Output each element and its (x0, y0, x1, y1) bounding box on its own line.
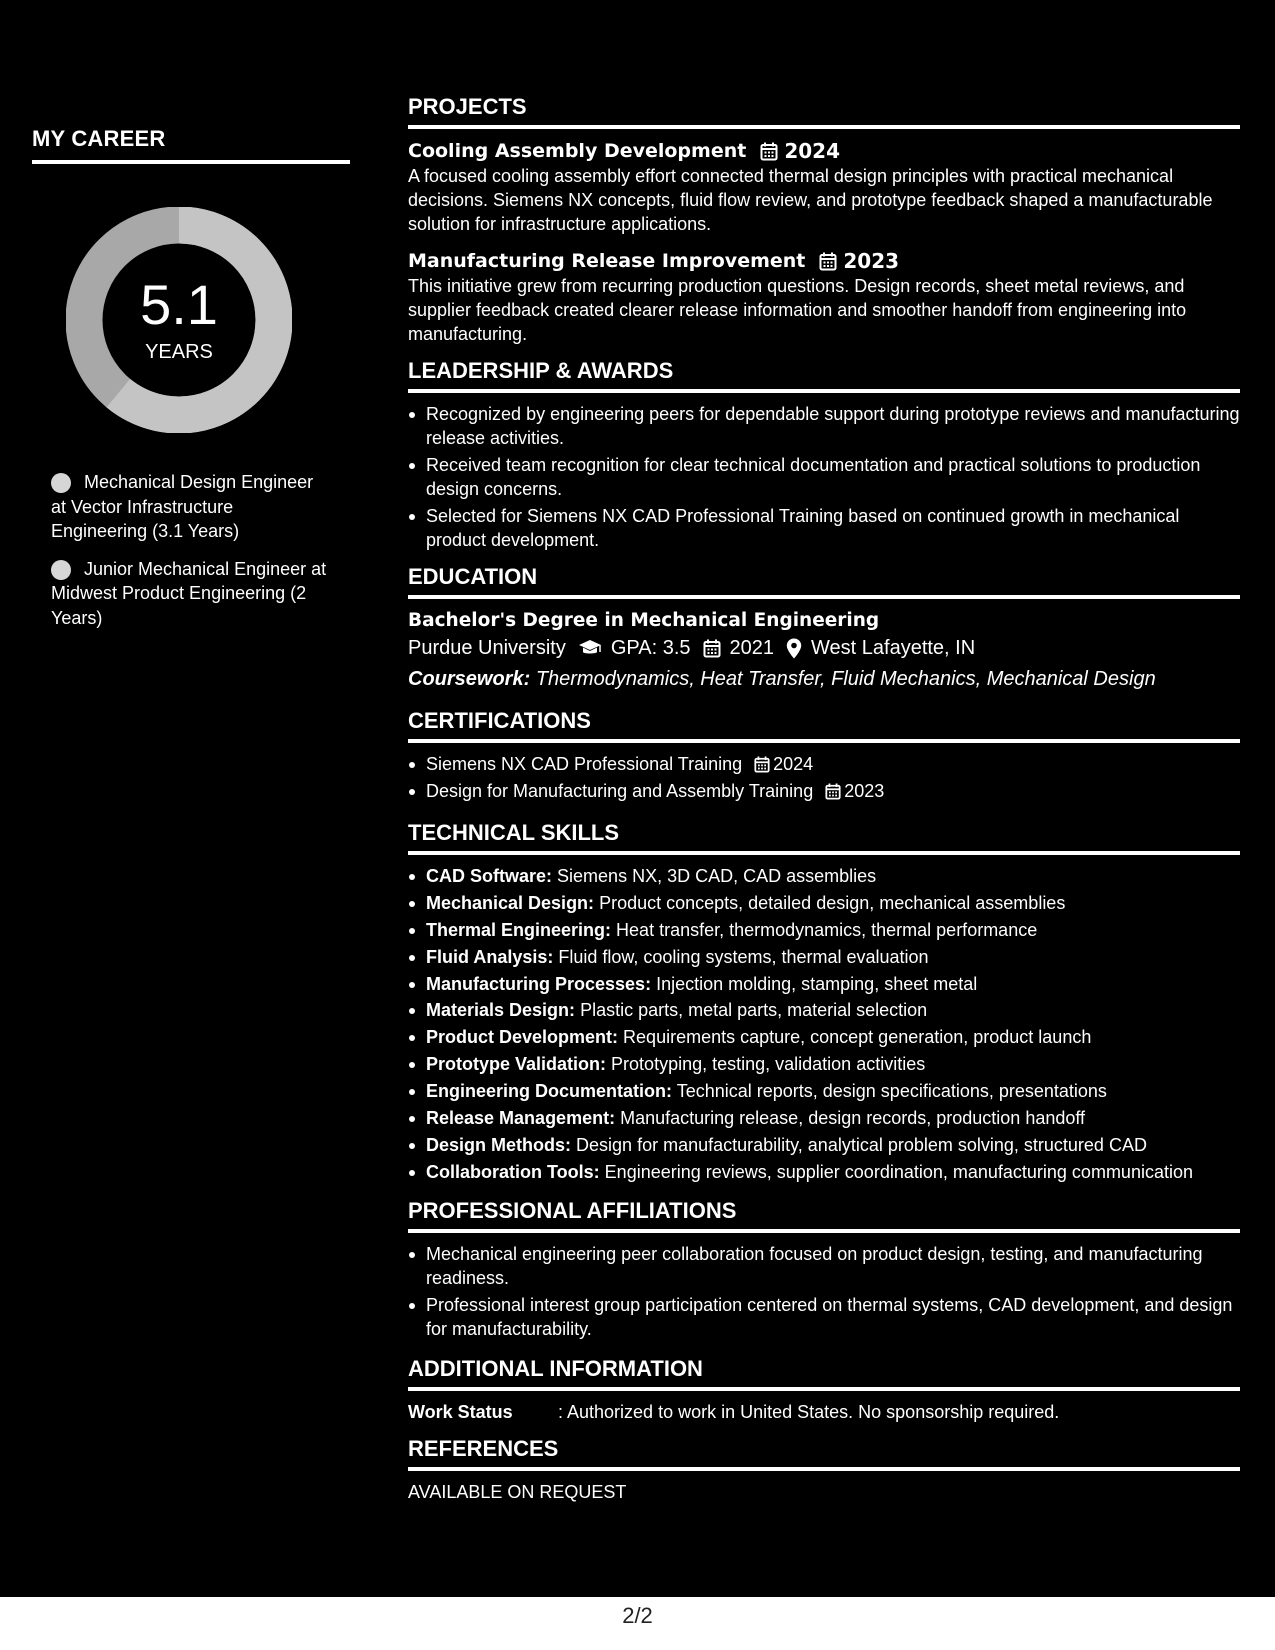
skill-label: Product Development: (426, 1027, 619, 1048)
skill-item (408, 918, 1240, 942)
certification-name: Design for Manufacturing and Assembly Training (426, 781, 814, 801)
section-title-skills: TECHNICAL SKILLS (408, 820, 620, 845)
calendar-icon (703, 639, 721, 658)
skill-item (408, 864, 1240, 888)
project-heading (408, 138, 1240, 164)
skill-label: Design Methods: (426, 1134, 572, 1155)
coursework-label: Coursework: (408, 668, 531, 690)
career-years-unit: YEARS (145, 341, 213, 363)
section-title-leadership: LEADERSHIP & AWARDS (408, 358, 674, 383)
career-sidebar (32, 126, 352, 643)
skill-value: Manufacturing release, design records, production handoff (620, 1108, 1086, 1129)
project-heading (408, 248, 1240, 274)
graduation-cap-icon (578, 639, 602, 657)
skill-value: Engineering reviews, supplier coordination, manufacturing communication (604, 1161, 1193, 1182)
skill-item (408, 1106, 1240, 1130)
career-dot-icon (51, 473, 71, 493)
certification-year: 2023 (844, 781, 885, 801)
skill-label: Mechanical Design: (426, 892, 595, 913)
work-status-row (408, 1400, 1240, 1424)
certification-year: 2024 (773, 754, 814, 774)
certification-name: Siemens NX CAD Professional Training (426, 754, 743, 774)
education-gpa: GPA: 3.5 (610, 637, 691, 659)
certifications-list (408, 752, 1240, 803)
project-description: This initiative grew from recurring production questions. Design records, sheet metal reviews, and supplier feedback created clearer release information and smoother handoff from engineering into manufacturing. (408, 276, 1187, 344)
career-item (51, 557, 331, 631)
section-title-education: EDUCATION (408, 564, 538, 589)
certification-item (408, 779, 1240, 803)
main-column (408, 94, 1240, 1504)
career-years-value: 5.1 (140, 273, 218, 336)
career-title: MY CAREER (32, 126, 166, 151)
page-number: 2/2 (0, 1597, 1275, 1650)
section-title-certifications: CERTIFICATIONS (408, 708, 591, 733)
skill-label: Materials Design: (426, 1000, 576, 1021)
career-dot-icon (51, 560, 71, 580)
skill-label: Fluid Analysis: (426, 946, 554, 967)
section-rule (408, 595, 1240, 599)
skill-item (408, 1025, 1240, 1049)
skill-item (408, 1052, 1240, 1076)
education-degree: Bachelor's Degree in Mechanical Engineering (408, 610, 880, 631)
career-item (51, 470, 331, 544)
skill-label: CAD Software: (426, 866, 553, 886)
skill-item (408, 998, 1240, 1022)
skill-label: Manufacturing Processes: (426, 973, 652, 994)
project-name: Cooling Assembly Development (408, 140, 747, 162)
career-item-text: Junior Mechanical Engineer at Midwest Product Engineering (2 Years) (51, 558, 327, 628)
project-description: A focused cooling assembly effort connected thermal design principles with practical mechanical decisions. Siemens NX concepts, fluid flow review, and prototype feedback shaped a manufacturable solution for infrastructure applications. (408, 166, 1213, 234)
education-location: West Lafayette, IN (811, 637, 976, 659)
list-item: Selected for Siemens NX CAD Professional Training based on continued growth in mechanical product development. (408, 504, 1240, 552)
section-title-projects: PROJECTS (408, 94, 527, 119)
list-item: Received team recognition for clear technical documentation and practical solutions to production design concerns. (408, 453, 1240, 501)
location-pin-icon (786, 638, 802, 659)
skill-value: Plastic parts, metal parts, material selection (580, 1000, 928, 1021)
calendar-icon (819, 252, 837, 271)
skill-value: Heat transfer, thermodynamics, thermal performance (616, 919, 1038, 940)
skill-item (408, 972, 1240, 996)
skill-label: Engineering Documentation: (426, 1081, 673, 1102)
leadership-list (408, 402, 1240, 552)
skill-label: Collaboration Tools: (426, 1161, 600, 1182)
education-school: Purdue University (408, 637, 566, 659)
skill-value: Injection molding, stamping, sheet metal (656, 973, 978, 994)
skill-item (408, 945, 1240, 969)
section-title-additional: ADDITIONAL INFORMATION (408, 1355, 703, 1381)
section-title-references: REFERENCES (408, 1435, 559, 1461)
skill-value: Technical reports, design specifications, presentations (676, 1081, 1107, 1102)
list-item: Professional interest group participation centered on thermal systems, CAD development, and design for manufacturability. (408, 1293, 1240, 1341)
section-rule (408, 1467, 1240, 1471)
section-rule (408, 1229, 1240, 1233)
skill-value: Requirements capture, concept generation, product launch (623, 1027, 1092, 1048)
skills-list (408, 864, 1240, 1184)
list-item: Recognized by engineering peers for dependable support during prototype reviews and manufacturing release activities. (408, 402, 1240, 450)
skill-value: Product concepts, detailed design, mechanical assemblies (599, 892, 1066, 913)
section-rule (408, 389, 1240, 393)
project-year: 2024 (784, 139, 840, 163)
skill-label: Thermal Engineering: (426, 919, 612, 940)
list-item: Mechanical engineering peer collaboration focused on product design, testing, and manufacturing readiness. (408, 1242, 1240, 1290)
section-rule (408, 125, 1240, 129)
calendar-icon (825, 783, 841, 800)
project-year: 2023 (843, 249, 900, 273)
section-title-affiliations: PROFESSIONAL AFFILIATIONS (408, 1197, 737, 1223)
skill-value: Siemens NX, 3D CAD, CAD assemblies (557, 866, 877, 886)
skill-value: Design for manufacturability, analytical problem solving, structured CAD (576, 1134, 1147, 1155)
skill-item (408, 1160, 1240, 1184)
career-years-donut (66, 207, 292, 433)
work-status-value: : Authorized to work in United States. No sponsorship required. (558, 1401, 1060, 1422)
section-rule (408, 851, 1240, 855)
section-rule (408, 1387, 1240, 1391)
skill-value: Fluid flow, cooling systems, thermal evaluation (558, 946, 929, 967)
skill-item (408, 891, 1240, 915)
education-year: 2021 (729, 637, 775, 659)
references-text: AVAILABLE ON REQUEST (408, 1481, 627, 1502)
affiliations-list (408, 1242, 1240, 1341)
work-status-label: Work Status (408, 1401, 513, 1422)
skill-label: Release Management: (426, 1108, 616, 1129)
calendar-icon (754, 756, 770, 773)
skill-value: Prototyping, testing, validation activities (611, 1054, 926, 1075)
career-item-text: Mechanical Design Engineer at Vector Infrastructure Engineering (3.1 Years) (51, 472, 314, 541)
skill-label: Prototype Validation: (426, 1054, 607, 1075)
coursework-list: Thermodynamics, Heat Transfer, Fluid Mechanics, Mechanical Design (535, 668, 1156, 690)
skill-item (408, 1133, 1240, 1157)
certification-item (408, 752, 1240, 776)
project-name: Manufacturing Release Improvement (408, 250, 806, 272)
education-meta (408, 634, 1240, 662)
career-title-rule (32, 160, 350, 164)
section-rule (408, 739, 1240, 743)
calendar-icon (760, 142, 778, 161)
career-list (51, 470, 331, 630)
education-coursework (408, 665, 1240, 693)
skill-item (408, 1079, 1240, 1103)
